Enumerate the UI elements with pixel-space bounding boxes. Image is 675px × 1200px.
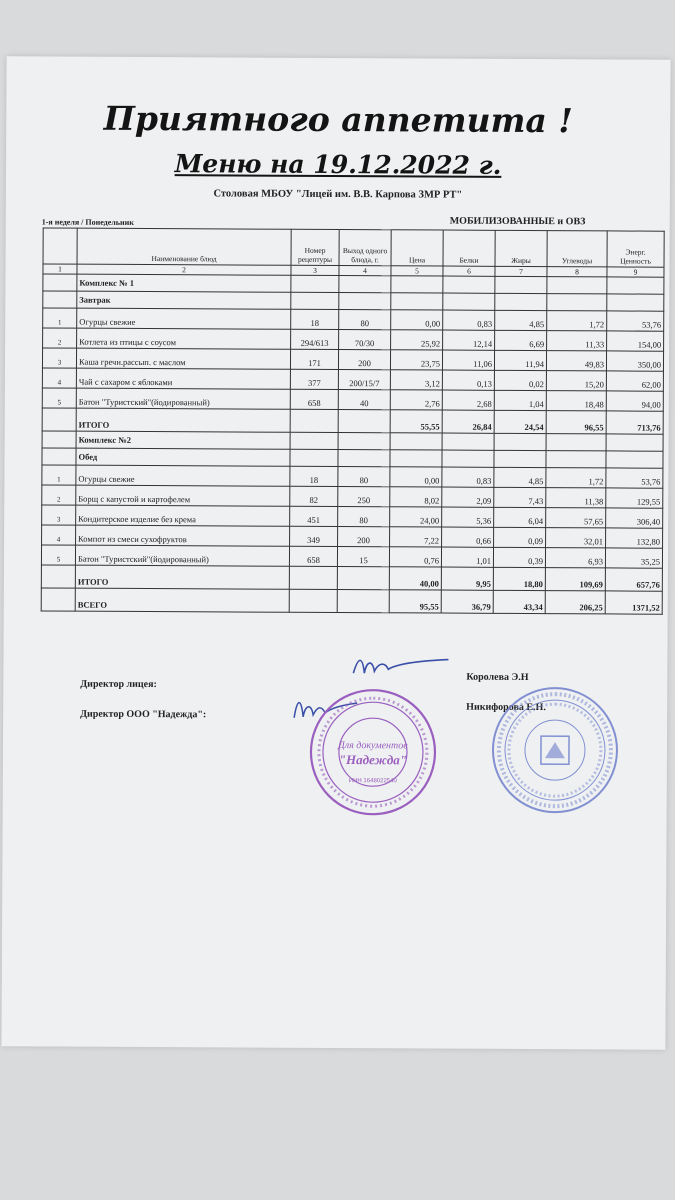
canteen-name: Столовая МБОУ "Лицей им. В.В. Карпова ЗМР РТ" <box>213 188 463 201</box>
col-number: 7 <box>495 266 547 276</box>
item-carbs: 32,01 <box>546 528 606 548</box>
item-recipe: 294/613 <box>291 329 339 349</box>
total-price: 40,00 <box>389 567 441 590</box>
col-number: 9 <box>607 267 664 277</box>
item-fat: 0,09 <box>494 527 546 547</box>
meal-title: Обед <box>76 448 290 466</box>
item-weight: 250 <box>338 487 390 507</box>
total-row <box>42 408 663 434</box>
complex1-total <box>42 408 663 434</box>
menu-table <box>41 227 665 614</box>
director-name: Королева Э.Н <box>466 671 529 684</box>
complex2-section <box>42 431 663 468</box>
item-carbs: 57,65 <box>546 508 606 528</box>
item-name: Огурцы свежие <box>76 465 290 486</box>
item-number: 1 <box>42 465 76 485</box>
col-header <box>43 228 77 264</box>
item-fat: 1,04 <box>494 390 546 410</box>
total-fat: 24,54 <box>494 410 546 433</box>
total-energy: 713,76 <box>606 411 663 434</box>
col-number: 8 <box>547 267 607 277</box>
col-number: 2 <box>77 264 291 275</box>
item-energy: 306,40 <box>606 508 663 528</box>
item-weight: 40 <box>338 390 390 410</box>
supplier-label: Директор ООО "Надежда": <box>80 708 207 721</box>
meal-title: Завтрак <box>77 291 291 309</box>
total-label: ИТОГО <box>76 408 290 432</box>
item-fat: 6,69 <box>495 330 547 350</box>
item-energy: 154,00 <box>607 331 664 351</box>
item-number: 2 <box>43 328 77 348</box>
item-price: 24,00 <box>390 507 442 527</box>
item-carbs: 18,48 <box>546 391 606 411</box>
complex1-items <box>42 308 664 411</box>
total-protein: 26,84 <box>442 410 494 433</box>
item-price: 0,00 <box>390 467 442 487</box>
item-energy: 129,55 <box>606 488 663 508</box>
col-header: Выход одного блюда, г. <box>339 230 391 266</box>
stamp-company-name: "Надежда" <box>338 752 408 768</box>
item-name: Компот из смеси сухофруктов <box>76 525 290 546</box>
item-fat: 0,02 <box>494 370 546 390</box>
item-name: Борщ с капустой и картофелем <box>76 485 290 506</box>
total-price: 55,55 <box>390 410 442 433</box>
grand-total-label: ВСЕГО <box>75 588 289 612</box>
item-price: 3,12 <box>390 370 442 390</box>
col-number: 1 <box>43 264 77 274</box>
item-weight: 80 <box>339 310 391 330</box>
item-fat: 4,85 <box>494 467 546 487</box>
item-energy: 35,25 <box>605 548 662 568</box>
total-label: ИТОГО <box>75 565 289 589</box>
complex-title: Комплекс № 1 <box>77 274 291 292</box>
director-signature <box>348 651 458 682</box>
item-number: 5 <box>42 388 76 408</box>
item-recipe: 658 <box>290 389 338 409</box>
item-energy: 94,00 <box>606 391 663 411</box>
stamp-center-text: Для документов <box>338 740 408 752</box>
item-price: 2,76 <box>390 390 442 410</box>
item-carbs: 1,72 <box>547 311 607 331</box>
item-energy: 53,76 <box>606 468 663 488</box>
item-recipe: 349 <box>290 526 338 546</box>
director-label: Директор лицея: <box>80 678 157 691</box>
col-number: 6 <box>443 266 495 276</box>
item-number: 5 <box>41 545 75 565</box>
item-protein: 5,36 <box>442 507 494 527</box>
item-recipe: 171 <box>290 349 338 369</box>
grand-total-energy: 1371,52 <box>605 591 662 614</box>
item-energy: 53,76 <box>607 311 664 331</box>
item-weight: 200/15/7 <box>338 370 390 390</box>
item-name: Огурцы свежие <box>77 308 291 329</box>
item-price: 8,02 <box>390 487 442 507</box>
item-weight: 80 <box>338 467 390 487</box>
item-number: 2 <box>42 485 76 505</box>
total-energy: 657,76 <box>605 568 662 591</box>
item-fat: 0,39 <box>493 547 545 567</box>
menu-date-title: Меню на 19.12.2022 г. <box>174 149 502 180</box>
total-row <box>41 565 662 591</box>
item-price: 23,75 <box>390 350 442 370</box>
item-price: 0,76 <box>389 547 441 567</box>
item-number: 4 <box>42 525 76 545</box>
total-carbs: 109,69 <box>545 568 605 591</box>
item-number: 4 <box>42 368 76 388</box>
menu-sheet <box>1 56 670 1049</box>
item-weight: 80 <box>338 507 390 527</box>
item-carbs: 15,20 <box>546 371 606 391</box>
item-protein: 0,66 <box>442 527 494 547</box>
item-carbs: 49,83 <box>546 351 606 371</box>
item-protein: 0,13 <box>442 370 494 390</box>
col-header: Наименование блюд <box>77 228 291 265</box>
total-protein: 9,95 <box>441 567 493 590</box>
item-name: Батон "Туристский"(йодированный) <box>75 545 289 566</box>
grand-total-price: 95,55 <box>389 590 441 613</box>
complex1-section <box>43 274 664 311</box>
col-header: Энерг. Ценность <box>607 231 664 267</box>
col-header: Номер рецептуры <box>291 229 339 265</box>
item-recipe: 658 <box>289 546 337 566</box>
item-name: Кондитерское изделие без крема <box>76 505 290 526</box>
item-fat: 11,94 <box>494 350 546 370</box>
item-fat: 6,04 <box>494 507 546 527</box>
col-number: 5 <box>391 266 443 276</box>
item-name: Батон "Туристский"(йодированный) <box>76 388 290 409</box>
item-recipe: 18 <box>291 309 339 329</box>
item-fat: 4,85 <box>495 310 547 330</box>
grand-total-fat: 43,34 <box>493 590 545 613</box>
complex2-items <box>41 465 663 568</box>
item-weight: 200 <box>338 350 390 370</box>
grand-total-row <box>41 588 662 614</box>
item-price: 7,22 <box>390 527 442 547</box>
grand-total-carbs: 206,25 <box>545 591 605 614</box>
item-energy: 350,00 <box>606 351 663 371</box>
item-carbs: 6,93 <box>545 548 605 568</box>
item-number: 1 <box>43 308 77 328</box>
item-name: Котлета из птицы с соусом <box>77 328 291 349</box>
item-recipe: 82 <box>290 486 338 506</box>
company-stamp <box>307 686 440 819</box>
item-carbs: 11,38 <box>546 488 606 508</box>
item-protein: 11,06 <box>442 350 494 370</box>
col-header: Жиры <box>495 230 547 266</box>
item-recipe: 451 <box>290 506 338 526</box>
week-day-label: 1-я неделя / Понедельник <box>41 217 134 227</box>
item-recipe: 18 <box>290 466 338 486</box>
stamp-inn: ИНН 1648022540 <box>348 778 397 785</box>
item-energy: 132,80 <box>606 528 663 548</box>
total-fat: 18,80 <box>493 567 545 590</box>
complex-title: Комплекс №2 <box>76 431 290 449</box>
category-label: МОБИЛИЗОВАННЫЕ и ОВЗ <box>449 215 586 228</box>
item-protein: 1,01 <box>441 547 493 567</box>
item-carbs: 1,72 <box>546 468 606 488</box>
supplier-name: Никифорова Е.Н. <box>466 701 546 714</box>
col-header: Белки <box>443 230 495 266</box>
col-header: Углеводы <box>547 231 607 267</box>
item-price: 0,00 <box>391 310 443 330</box>
item-price: 25,92 <box>391 330 443 350</box>
item-fat: 7,43 <box>494 487 546 507</box>
item-carbs: 11,33 <box>547 331 607 351</box>
grand-total-protein: 36,79 <box>441 590 493 613</box>
col-header: Цена <box>391 230 443 266</box>
item-protein: 2,09 <box>442 487 494 507</box>
item-name: Каша гречн.рассып. с маслом <box>76 348 290 369</box>
col-number: 4 <box>339 266 391 276</box>
item-number: 3 <box>42 505 76 525</box>
total-carbs: 96,55 <box>546 411 606 434</box>
item-protein: 0,83 <box>443 310 495 330</box>
item-protein: 2,68 <box>442 390 494 410</box>
item-protein: 12,14 <box>443 330 495 350</box>
item-energy: 62,00 <box>606 371 663 391</box>
item-number: 3 <box>42 348 76 368</box>
item-protein: 0,83 <box>442 467 494 487</box>
item-weight: 200 <box>338 527 390 547</box>
school-stamp <box>489 684 622 817</box>
item-name: Чай с сахаром с яблоками <box>76 368 290 389</box>
col-number: 3 <box>291 265 339 275</box>
table-header-row <box>43 228 664 267</box>
complex2-total <box>41 565 662 614</box>
page-title: Приятного аппетита ! <box>103 98 573 141</box>
item-weight: 70/30 <box>339 330 391 350</box>
item-weight: 15 <box>337 547 389 567</box>
item-recipe: 377 <box>290 369 338 389</box>
